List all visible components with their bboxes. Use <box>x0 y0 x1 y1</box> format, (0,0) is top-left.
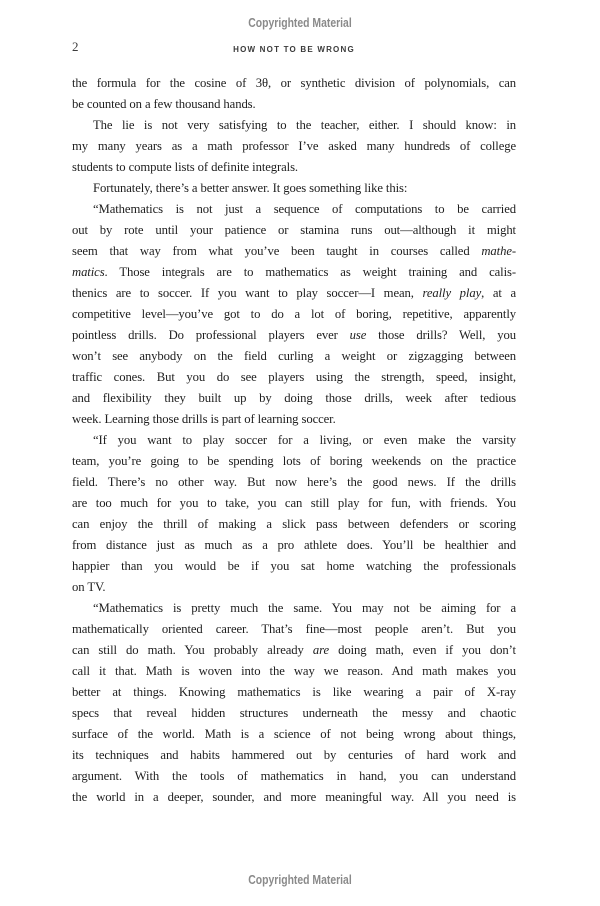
body-text <box>72 73 516 808</box>
text-line: can enjoy the thrill of making a slick pass between defenders or scoring <box>72 517 516 531</box>
text-line: my many years as a math professor I’ve asked many hundreds of college <box>72 139 516 153</box>
text-line: happier than you would be if you sat home watching the professionals <box>72 559 516 573</box>
text-line: mathematically oriented career. That’s fine—most people aren’t. But you <box>72 622 516 636</box>
text-line: seem that way from what you’ve been taught in courses called mathe- <box>72 244 516 258</box>
text-line: field. There’s no other way. But now here’s the good news. If the drills <box>72 475 516 489</box>
text-line: students to compute lists of definite integrals. <box>72 160 299 174</box>
running-header-title: HOW NOT TO BE WRONG <box>233 45 355 54</box>
text-line: can still do math. You probably already are doing math, even if you don’t <box>72 643 516 657</box>
text-line: competitive level—you’ve got to do a lot of boring, repetitive, apparently <box>72 307 516 321</box>
text-line: and flexibility they built up by doing those drills, week after tedious <box>72 391 516 405</box>
text-line: the formula for the cosine of 3θ, or synthetic division of polynomials, can <box>72 76 516 90</box>
text-line: pointless drills. Do professional players ever use those drills? Well, you <box>72 328 516 342</box>
text-line: its techniques and habits hammered out by centuries of hard work and <box>72 748 516 762</box>
text-line: The lie is not very satisfying to the teacher, either. I should know: in <box>93 118 516 132</box>
page-number: 2 <box>72 39 79 54</box>
text-line: traffic cones. But you do see players using the strength, speed, insight, <box>72 370 516 384</box>
text-line: thenics are to soccer. If you want to play soccer—I mean, really play, at a <box>72 286 516 300</box>
text-line: on TV. <box>72 580 106 594</box>
text-line: out by rote until your patience or stamina runs out—although it might <box>72 223 516 237</box>
text-line: surface of the world. Math is a science of not being wrong about things, <box>72 727 516 741</box>
text-line: “Mathematics is pretty much the same. You may not be aiming for a <box>93 601 516 615</box>
text-line: specs that reveal hidden structures underneath the messy and chaotic <box>72 706 516 720</box>
text-line: won’t see anybody on the field curling a weight or zigzagging between <box>72 349 516 363</box>
text-line: better at things. Knowing mathematics is like wearing a pair of X-ray <box>72 685 516 699</box>
copyright-notice-bottom: Copyrighted Material <box>248 872 352 887</box>
text-line: the world in a deeper, sounder, and more meaningful way. All you need is <box>72 790 516 804</box>
text-line: argument. With the tools of mathematics in hand, you can understand <box>72 769 516 783</box>
text-line: “If you want to play soccer for a living, or even make the varsity <box>93 433 516 447</box>
text-line: “Mathematics is not just a sequence of computations to be carried <box>93 202 516 216</box>
text-line: are too much for you to take, you can still play for fun, with friends. You <box>72 496 516 510</box>
copyright-notice-top: Copyrighted Material <box>248 15 352 30</box>
text-line: Fortunately, there’s a better answer. It goes something like this: <box>93 181 408 195</box>
text-line: team, you’re going to be spending lots of boring weekends on the practice <box>72 454 516 468</box>
text-line: week. Learning those drills is part of learning soccer. <box>72 412 336 426</box>
text-line: from distance just as much as a pro athlete does. You’ll be healthier and <box>72 538 516 552</box>
text-line: be counted on a few thousand hands. <box>72 97 256 111</box>
text-line: call it that. Math is woven into the way we reason. And math makes you <box>72 664 516 678</box>
running-header <box>72 39 516 57</box>
text-line: matics. Those integrals are to mathematics as weight training and calis- <box>72 265 516 279</box>
